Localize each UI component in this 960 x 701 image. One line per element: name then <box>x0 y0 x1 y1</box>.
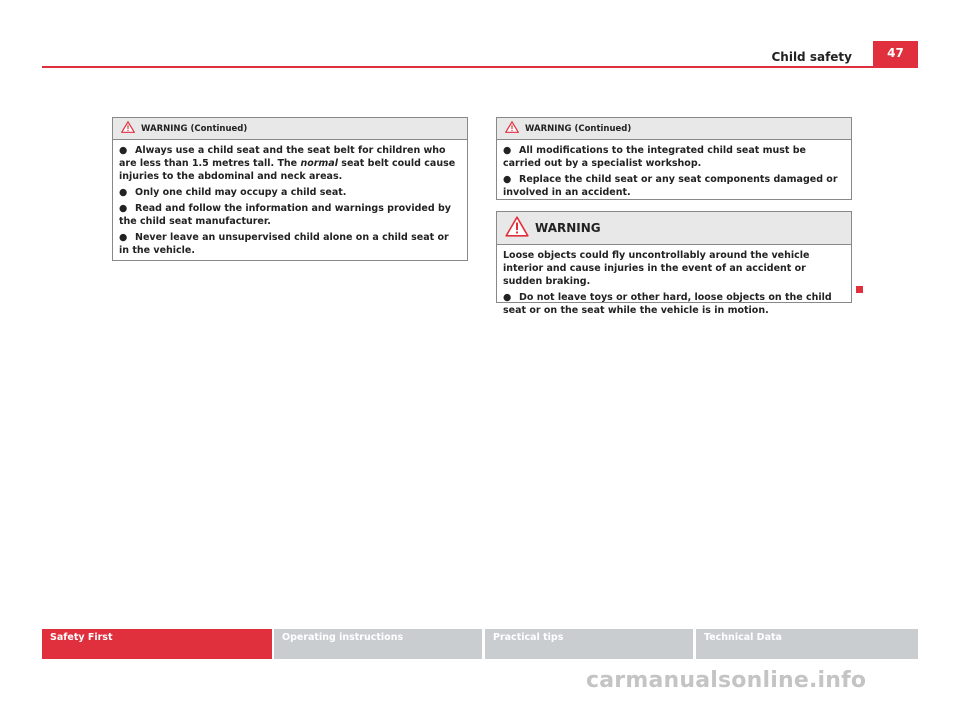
warning-box-header <box>497 212 851 245</box>
warning-box-title: WARNING (Continued) <box>141 123 248 134</box>
warning-box-title: WARNING <box>535 221 601 235</box>
list-item: ● Read and follow the information and warnings provided by the child seat manufacturer. <box>119 203 451 227</box>
warning-box-right-bottom <box>496 211 852 316</box>
warning-box-body <box>113 140 467 266</box>
warning-box-body <box>497 245 851 326</box>
warning-triangle-icon <box>121 121 135 136</box>
warning-box-right-top <box>496 117 852 200</box>
footer-tab-technical-data[interactable]: Technical Data <box>696 629 918 659</box>
footer-tab-operating-instructions[interactable]: Operating instructions <box>274 629 482 659</box>
list-item: ● Never leave an unsupervised child alone on a child seat or in the vehicle. <box>119 232 449 256</box>
header-rule <box>42 66 918 68</box>
warning-triangle-icon <box>505 121 519 136</box>
warning-box-header <box>497 118 851 140</box>
list-item: ● Only one child may occupy a child seat. <box>119 187 347 198</box>
warning-box-header <box>113 118 467 140</box>
watermark: carmanualsonline.info <box>586 668 867 693</box>
warning-intro: Loose objects could fly uncontrollably around the vehicle interior and cause injuries in the event of an accident or sudden braking. <box>503 250 810 287</box>
list-item: ● Always use a child seat and the seat belt for children who are less than 1.5 metres tall. The normal seat belt could cause injuries to the abdominal and neck areas. <box>119 145 456 182</box>
section-title: Child safety <box>771 50 852 64</box>
footer-tab-safety-first[interactable]: Safety First <box>42 629 272 659</box>
list-item: ● All modifications to the integrated child seat must be carried out by a specialist workshop. <box>503 145 806 169</box>
warning-box-body <box>497 140 851 208</box>
list-item: ● Replace the child seat or any seat components damaged or involved in an accident. <box>503 174 838 198</box>
list-item: ● Do not leave toys or other hard, loose objects on the child seat or on the seat while the vehicle is in motion. <box>503 292 832 316</box>
warning-box-title: WARNING (Continued) <box>525 123 632 134</box>
footer-tab-practical-tips[interactable]: Practical tips <box>485 629 693 659</box>
page-number: 47 <box>873 41 918 68</box>
section-end-marker <box>856 286 863 293</box>
warning-box-left <box>112 117 468 261</box>
warning-triangle-icon <box>505 216 529 240</box>
